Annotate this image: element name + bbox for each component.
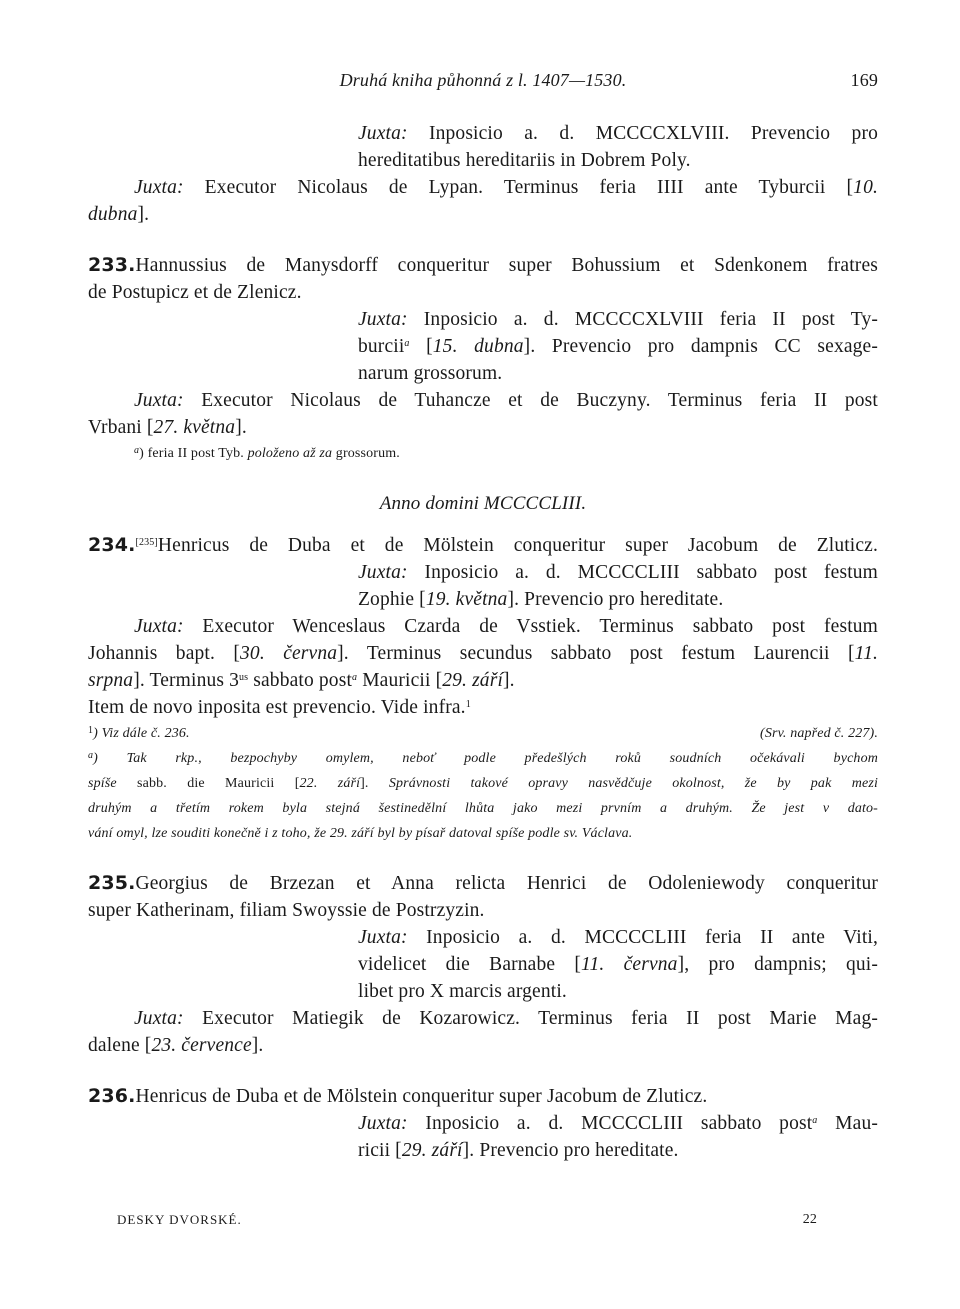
- cross-reference: [235]: [135, 537, 158, 548]
- juxta-label: Juxta:: [134, 1008, 184, 1029]
- entry-234: [88, 532, 878, 846]
- text-line: [88, 694, 878, 721]
- juxta-label: Juxta:: [358, 562, 408, 583]
- text-line: [88, 586, 878, 613]
- text: sabb. die Mauricii [: [116, 776, 300, 791]
- text: Inposicio a. d. MCCCCXLVIII feria II post Ty-: [407, 309, 878, 330]
- text-line: [88, 951, 878, 978]
- text: Hannussius de Manysdorff conqueritur super Bohussium et Sdenkonem fratres: [135, 255, 878, 276]
- entry-number: 234.: [88, 534, 136, 556]
- text: de Postupicz et de Zlenicz.: [88, 282, 302, 303]
- text: ricii [: [358, 1140, 402, 1161]
- text-line: [88, 978, 878, 1005]
- text: grossorum.: [332, 446, 400, 461]
- footnote-mark: a: [812, 1115, 818, 1126]
- text: libet pro X marcis argenti.: [358, 981, 567, 1002]
- footnote-mark: 1: [465, 699, 471, 710]
- juxta-label: Juxta:: [358, 927, 408, 948]
- entry-235: [88, 870, 878, 1059]
- page-footer: [117, 1212, 817, 1236]
- entry-233: [88, 252, 878, 466]
- year-heading: Anno domini MCCCCLIII.: [379, 493, 587, 514]
- date: 29. září: [401, 1140, 463, 1161]
- footnote-line: druhým a třetím rokem byla stejná šestinedělní lhůta jako mezi prvním a druhým. Že jest v dato-: [88, 801, 878, 816]
- text: burcii: [358, 336, 405, 357]
- text: Executor Nicolaus de Lypan. Terminus feria IIII ante Tyburcii [: [183, 177, 854, 198]
- text-line: [88, 870, 878, 897]
- text: ) Tak rkp., bezpochyby omylem, neboť podle předešlých roků soudních očekávali bychom: [93, 751, 878, 766]
- text-line: [88, 613, 878, 640]
- text: ].: [137, 204, 150, 225]
- date: 30. června: [240, 643, 338, 664]
- text-line: [88, 1083, 878, 1110]
- date: 29. září: [442, 670, 504, 691]
- text-line: [88, 201, 878, 228]
- text: narum grossorum.: [358, 363, 503, 384]
- footnote-mark: a: [88, 750, 94, 761]
- text-line: [88, 333, 878, 360]
- text-line: [88, 1032, 878, 1059]
- date: 22. září: [299, 776, 361, 791]
- date: 11. června: [581, 954, 678, 975]
- sheet-number: 22: [802, 1212, 817, 1227]
- text: Georgius de Brzezan et Anna relicta Henrici de Odoleniewody conqueritur: [135, 873, 878, 894]
- text-line: [88, 279, 878, 306]
- footnote-line: [88, 771, 878, 796]
- footnote-mark: 1: [88, 725, 94, 736]
- page-header: [88, 70, 878, 98]
- signature-mark: DESKY DVORSKÉ.: [117, 1212, 242, 1227]
- footnote-line: vání omyl, lze souditi konečně i z toho, že 29. září byl by písař datoval spíše podle sv. Václava.: [88, 826, 633, 841]
- juxta-label: Juxta:: [358, 123, 408, 144]
- date: srpna: [88, 670, 134, 691]
- footnote-mark: a: [352, 672, 358, 683]
- text-line: [88, 532, 878, 559]
- date: 15. dubna: [432, 336, 524, 357]
- date: 23. července: [151, 1035, 252, 1056]
- text: Inposicio a. d. MCCCCLIII sabbato post: [407, 1113, 813, 1134]
- text-line: [88, 1137, 878, 1164]
- text: Zophie [: [358, 589, 426, 610]
- text-line: [88, 924, 878, 951]
- footnote: [88, 441, 878, 466]
- footnote-mark: a: [404, 338, 410, 349]
- text-line: [88, 147, 878, 174]
- text: Inposicio a. d. MCCCCLIII sabbato post festum: [407, 562, 878, 583]
- text: [: [409, 336, 433, 357]
- text: Mauricii [: [357, 670, 443, 691]
- text-line: [88, 252, 878, 279]
- text: Executor Matiegik de Kozarowicz. Terminus feria II post Marie Mag-: [183, 1008, 878, 1029]
- running-title: Druhá kniha půhonná z l. 1407—1530.: [339, 70, 627, 90]
- text-line: [88, 387, 878, 414]
- text: ].: [360, 776, 389, 791]
- text: Johannis bapt. [: [88, 643, 241, 664]
- text: ) Viz dále č. 236.: [93, 726, 190, 741]
- text: Henricus de Duba et de Mölstein conqueritur super Jacobum de Zluticz.: [135, 1086, 708, 1107]
- text-line: [88, 174, 878, 201]
- text: Executor Wenceslaus Czarda de Vsstiek. Terminus sabbato post festum: [183, 616, 878, 637]
- text: položeno až za: [247, 446, 333, 461]
- text: Executor Nicolaus de Tuhancze et de Buczyny. Terminus feria II post: [183, 390, 878, 411]
- text: spíše: [88, 776, 117, 791]
- footnote: [88, 746, 878, 771]
- text: ]. Terminus 3: [133, 670, 240, 691]
- entry-236: [88, 1083, 878, 1164]
- text-line: [88, 414, 878, 441]
- text: ]. Prevencio pro hereditate.: [507, 589, 724, 610]
- text-line: [88, 306, 878, 333]
- text: ) feria II post Tyb.: [139, 446, 248, 461]
- text: ]. Prevencio pro hereditate.: [462, 1140, 679, 1161]
- juxta-label: Juxta:: [358, 1113, 408, 1134]
- date: 10.: [853, 177, 878, 198]
- page-body: [88, 120, 878, 1164]
- text: sabbato post: [248, 670, 353, 691]
- text: hereditatibus hereditariis in Dobrem Poly.: [358, 150, 691, 171]
- date: dubna: [88, 204, 138, 225]
- entry-number: 235.: [88, 872, 136, 894]
- text: dalene [: [88, 1035, 152, 1056]
- juxta-label: Juxta:: [134, 177, 184, 198]
- prelude: [88, 120, 878, 228]
- entry-number: 233.: [88, 254, 136, 276]
- juxta-label: Juxta:: [358, 309, 408, 330]
- text: Item de novo inposita est prevencio. Vide infra.: [88, 697, 466, 718]
- text-line: [88, 559, 878, 586]
- text: Henricus de Duba et de Mölstein conqueritur super Jacobum de Zluticz.: [157, 535, 878, 556]
- page-number: 169: [850, 70, 878, 90]
- text: Inposicio a. d. MCCCCLIII feria II ante Viti,: [407, 927, 878, 948]
- text: ].: [503, 670, 515, 691]
- juxta-label: Juxta:: [134, 616, 184, 637]
- juxta-label: Juxta:: [134, 390, 184, 411]
- text: (Srv. napřed č. 227).: [760, 726, 878, 741]
- text: super Katherinam, filiam Swoyssie de Postrzyzin.: [88, 900, 485, 921]
- text: Mau-: [817, 1113, 878, 1134]
- text-line: [88, 667, 878, 694]
- text: ].: [251, 1035, 264, 1056]
- text: ]. Terminus secundus sabbato post festum Laurencii [: [337, 643, 855, 664]
- text: videlicet die Barnabe [: [358, 954, 582, 975]
- text: Vrbani [: [88, 417, 154, 438]
- footnote-mark: a: [134, 445, 140, 456]
- text: Inposicio a. d. MCCCCXLVIII. Prevencio pro: [407, 123, 878, 144]
- text: ], pro dampnis; qui-: [677, 954, 878, 975]
- entry-number: 236.: [88, 1085, 136, 1107]
- date: 27. května: [153, 417, 236, 438]
- text-line: [88, 360, 878, 387]
- date: 19. května: [425, 589, 508, 610]
- superscript: us: [239, 672, 249, 683]
- text: Správnosti takové opravy nasvědčuje okolnost, že by pak mezi: [388, 776, 878, 791]
- date: 11.: [854, 643, 878, 664]
- text-line: [88, 640, 878, 667]
- footnote: [88, 721, 878, 746]
- text-line: [88, 1005, 878, 1032]
- text-line: [88, 897, 878, 924]
- text-line: [88, 1110, 878, 1137]
- text: ].: [235, 417, 247, 438]
- text-line: [88, 120, 878, 147]
- text: ]. Prevencio pro dampnis CC sexage-: [523, 336, 878, 357]
